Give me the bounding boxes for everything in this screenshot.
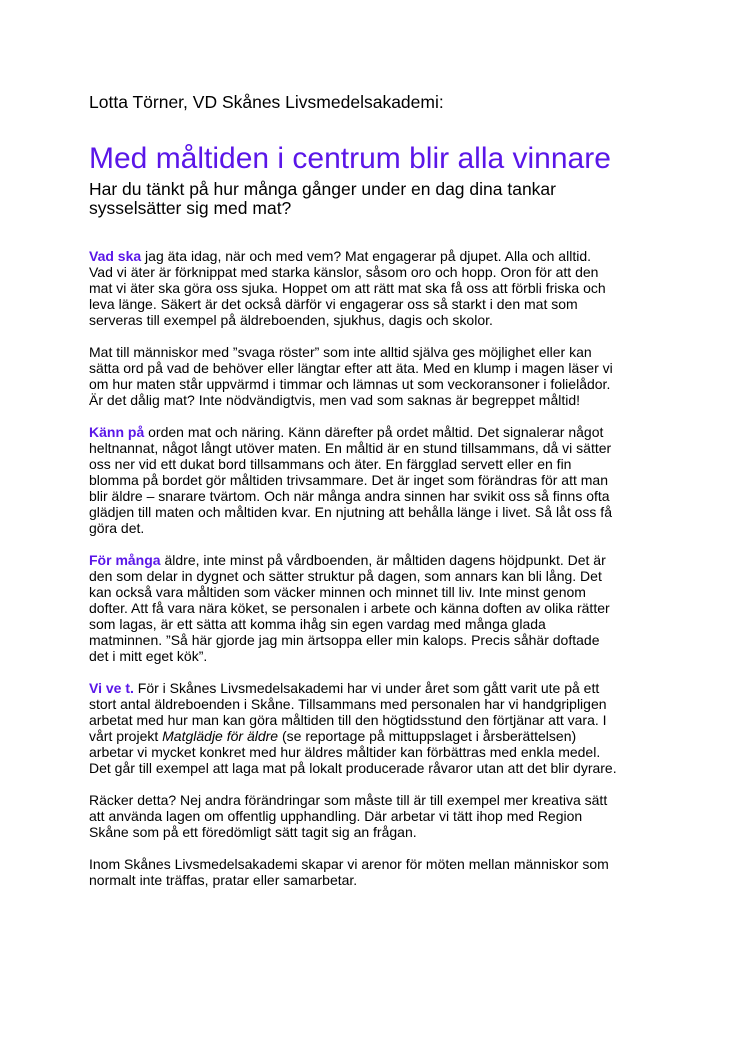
text-line: leva länge. Säkert är det också därför vi engagerar oss så starkt i den mat som (89, 296, 578, 312)
paragraph-lead: För många (89, 552, 161, 568)
text-line: jag äta idag, när och med vem? Mat engagerar på djupet. Alla och alltid. (141, 248, 591, 264)
text-line: Räcker detta? Nej andra förändringar som måste till är till exempel mer kreativa sätt (89, 792, 608, 808)
text-line: kan också vara måltiden som väcker minnen och minnet till liv. Inte minst genom (89, 584, 586, 600)
text-line: det i mitt eget kök”. (89, 648, 208, 664)
text-line: Skåne som på ett föredömligt sätt tagit sig an frågan. (89, 824, 417, 840)
text-line: heltnannat, något långt utöver maten. En måltid är en stund tillsammans, då vi sätter (89, 440, 612, 456)
text-line: För i Skånes Livsmedelsakademi har vi under året som gått varit ute på ett (133, 680, 600, 696)
paragraph-4 (89, 552, 669, 664)
paragraph-2 (89, 344, 669, 408)
paragraph-1 (89, 248, 669, 328)
text-line: Inom Skånes Livsmedelsakademi skapar vi arenor för möten mellan människor som (89, 856, 609, 872)
text-line: vårt projekt (89, 728, 163, 744)
text-line: som lagas, är ett sätta att komma ihåg sin egen vardag med många glada (89, 616, 546, 632)
text-line: glädjen till maten och måltiden kvar. En njutning att behålla länge i livet. Så låt oss få (89, 504, 612, 520)
subtitle (89, 180, 669, 218)
text-line: den som delar in dygnet och sätter struktur på dagen, som annars kan bli lång. Det (89, 568, 602, 584)
text-line: sätta ord på vad de behöver eller längtar efter att äta. Med en klump i magen läser vi (89, 360, 613, 376)
text-line: normalt inte träffas, pratar eller samarbetar. (89, 872, 358, 888)
text-line: Är det dålig mat? Inte nödvändigtvis, men vad som saknas är begreppet måltid! (89, 392, 581, 408)
text-line: arbetat med hur man kan göra måltiden till den högtidsstund den förtjänar att vara. I (89, 712, 607, 728)
text-line: göra det. (89, 520, 145, 536)
text-line: stort antal äldreboenden i Skåne. Tillsammans med personalen har vi handgripligen (89, 696, 607, 712)
text-line: att använda lagen om offentlig upphandling. Där arbetar vi tätt ihop med Region (89, 808, 583, 824)
subtitle-line: sysselsätter sig med mat? (89, 198, 292, 218)
subtitle-line: Har du tänkt på hur många gånger under en dag dina tankar (89, 179, 556, 199)
text-line: om hur maten står uppvärmd i timmar och lämnas ut som veckoransoner i folielådor. (89, 376, 611, 392)
page-title: Med måltiden i centrum blir alla vinnare (89, 142, 611, 175)
paragraph-lead: Vi ve t. (89, 680, 134, 696)
paragraph-6 (89, 792, 669, 840)
text-line: Mat till människor med ”svaga röster” som inte alltid själva ges möjlighet eller kan (89, 344, 592, 360)
text-line: arbetar vi mycket konkret med hur äldres måltider kan förbättras med enkla medel. (89, 744, 601, 760)
text-line: blir äldre – snarare tvärtom. Och när många andra sinnen har svikit oss så finns ofta (89, 488, 610, 504)
paragraph-lead: Vad ska (89, 248, 142, 264)
article-body (89, 248, 669, 904)
paragraph-lead: Känn på (89, 424, 145, 440)
text-line: Det går till exempel att laga mat på lokalt producerade råvaror utan att det blir dyrare. (89, 760, 617, 776)
text-line: dofter. Att få vara nära köket, se personalen i arbete och känna doften av olika rätter (89, 600, 610, 616)
text-line: blomma på bordet gör måltiden trivsammare. Det är inget som förändras för att man (89, 472, 608, 488)
text-line: orden mat och näring. Känn därefter på ordet måltid. Det signalerar något (144, 424, 604, 440)
text-line: äldre, inte minst på vårdboenden, är måltiden dagens höjdpunkt. Det är (160, 552, 606, 568)
text-line: Vad vi äter är förknippat med starka känslor, såsom oro och hopp. Oron för att den (89, 264, 599, 280)
text-line: matminnen. ”Så här gjorde jag min ärtsoppa eller min kalops. Precis såhär doftade (89, 632, 600, 648)
paragraph-3 (89, 424, 669, 536)
paragraph-7 (89, 856, 669, 888)
text-line: oss ner vid ett dukat bord tillsammans och äter. En färgglad servett eller en fin (89, 456, 572, 472)
author-byline: Lotta Törner, VD Skånes Livsmedelsakademi: (89, 92, 444, 112)
text-line: mat vi äter ska göra oss sjuka. Hoppet om att rätt mat ska få oss att förbli friska och (89, 280, 606, 296)
paragraph-5 (89, 680, 669, 776)
text-line: serveras till exempel på äldreboenden, sjukhus, dagis och skolor. (89, 312, 493, 328)
project-name: Matglädje för äldre (162, 728, 279, 744)
text-line: (se reportage på mittuppslaget i årsberättelsen) (278, 728, 577, 744)
